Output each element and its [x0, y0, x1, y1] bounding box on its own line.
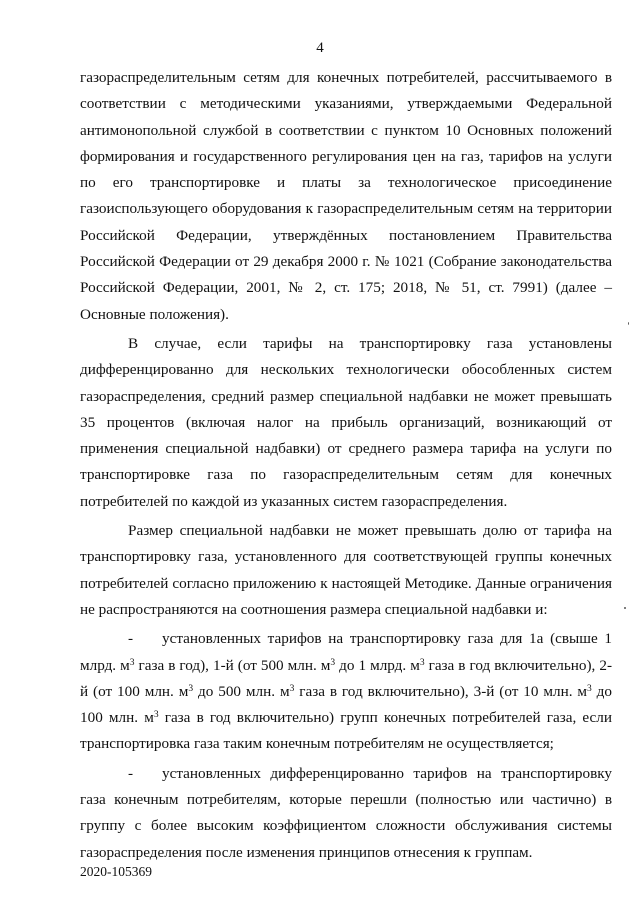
list-dash: - — [128, 630, 134, 648]
superscript: 3 — [153, 710, 159, 721]
list-text: установленных дифференцированно тарифов на транспортировку газа конечным потребителям, которые перешли (полностью или частично) в группу с более высоким коэффициентом сложности обслуживания системы газораспределения после изменения принципов отнесения к группам. — [80, 764, 612, 861]
paragraph: Размер специальной надбавки не может превышать долю от тарифа на транспортировку газа, установленного для соответствующей группы конечных потребителей согласно приложению к настоящей Методике. Данные ограничения не распространяются на соотношения размера специальной надбавки и: — [80, 522, 612, 618]
superscript: 3 — [289, 683, 295, 694]
scan-speck — [628, 322, 629, 325]
list-dash: - — [128, 764, 134, 782]
list-item — [80, 761, 612, 866]
list-text: газа в год включительно) групп конечных потребителей газа, если транспортировка газа таким конечным потребителям не осуществляется; — [80, 709, 612, 753]
superscript: 3 — [129, 657, 135, 668]
superscript: 3 — [587, 683, 592, 694]
list-text: до 500 млн. м — [193, 682, 290, 700]
list-text: до 100 млн. м — [80, 682, 612, 727]
paragraph: В случае, если тарифы на транспортировку газа установлены дифференцированно для нескольких технологически обособленных систем газораспределения, средний размер специальной надбавки не может превышать 35 процентов (включая налог на прибыль организаций, возникающий от применения специальной надбавки) от среднего размера тарифа на услуги по транспортировке газа по газораспределительным сетям для конечных потребителей по каждой из указанных систем газораспределения. — [80, 334, 612, 510]
document-body — [80, 65, 612, 866]
scan-speck — [624, 607, 626, 609]
list-text: газа в год включительно), 2-й (от 100 млн. м — [80, 656, 613, 700]
superscript: 3 — [188, 683, 194, 694]
document-code: 2020-105369 — [80, 864, 152, 879]
list-text: установленных тарифов на транспортировку газа для 1а (свыше 1 млрд. м — [80, 630, 612, 674]
list-item — [80, 626, 612, 757]
list-text: газа в год), 1-й (от 500 млн. м — [134, 656, 331, 674]
superscript: 3 — [419, 657, 425, 668]
paragraph: газораспределительным сетям для конечных потребителей, рассчитываемого в соответствии с методическими указаниями, утверждаемыми Федеральной антимонопольной службой в соответствии с пунктом 10 Основных положений формирования и государственного регулирования цен на газ, тарифов на услуги по его транспортировке и платы за технологическое присоединение газоиспользующего оборудования к газораспределительным сетям на территории Российской Федерации, утверждённых постановлением Правительства Российской Федерации от 29 декабря 2000 г. № 1021 (Собрание законодательства Российской Федерации, 2001, № 2, ст. 175; 2018, № 51, ст. 7991) (далее – Основные положения). — [80, 69, 612, 323]
list-text: до 1 млрд. м — [335, 656, 420, 674]
page-number: 4 — [316, 40, 324, 56]
superscript: 3 — [330, 657, 336, 668]
list-text: газа в год включительно), 3-й (от 10 млн. м — [294, 682, 588, 700]
